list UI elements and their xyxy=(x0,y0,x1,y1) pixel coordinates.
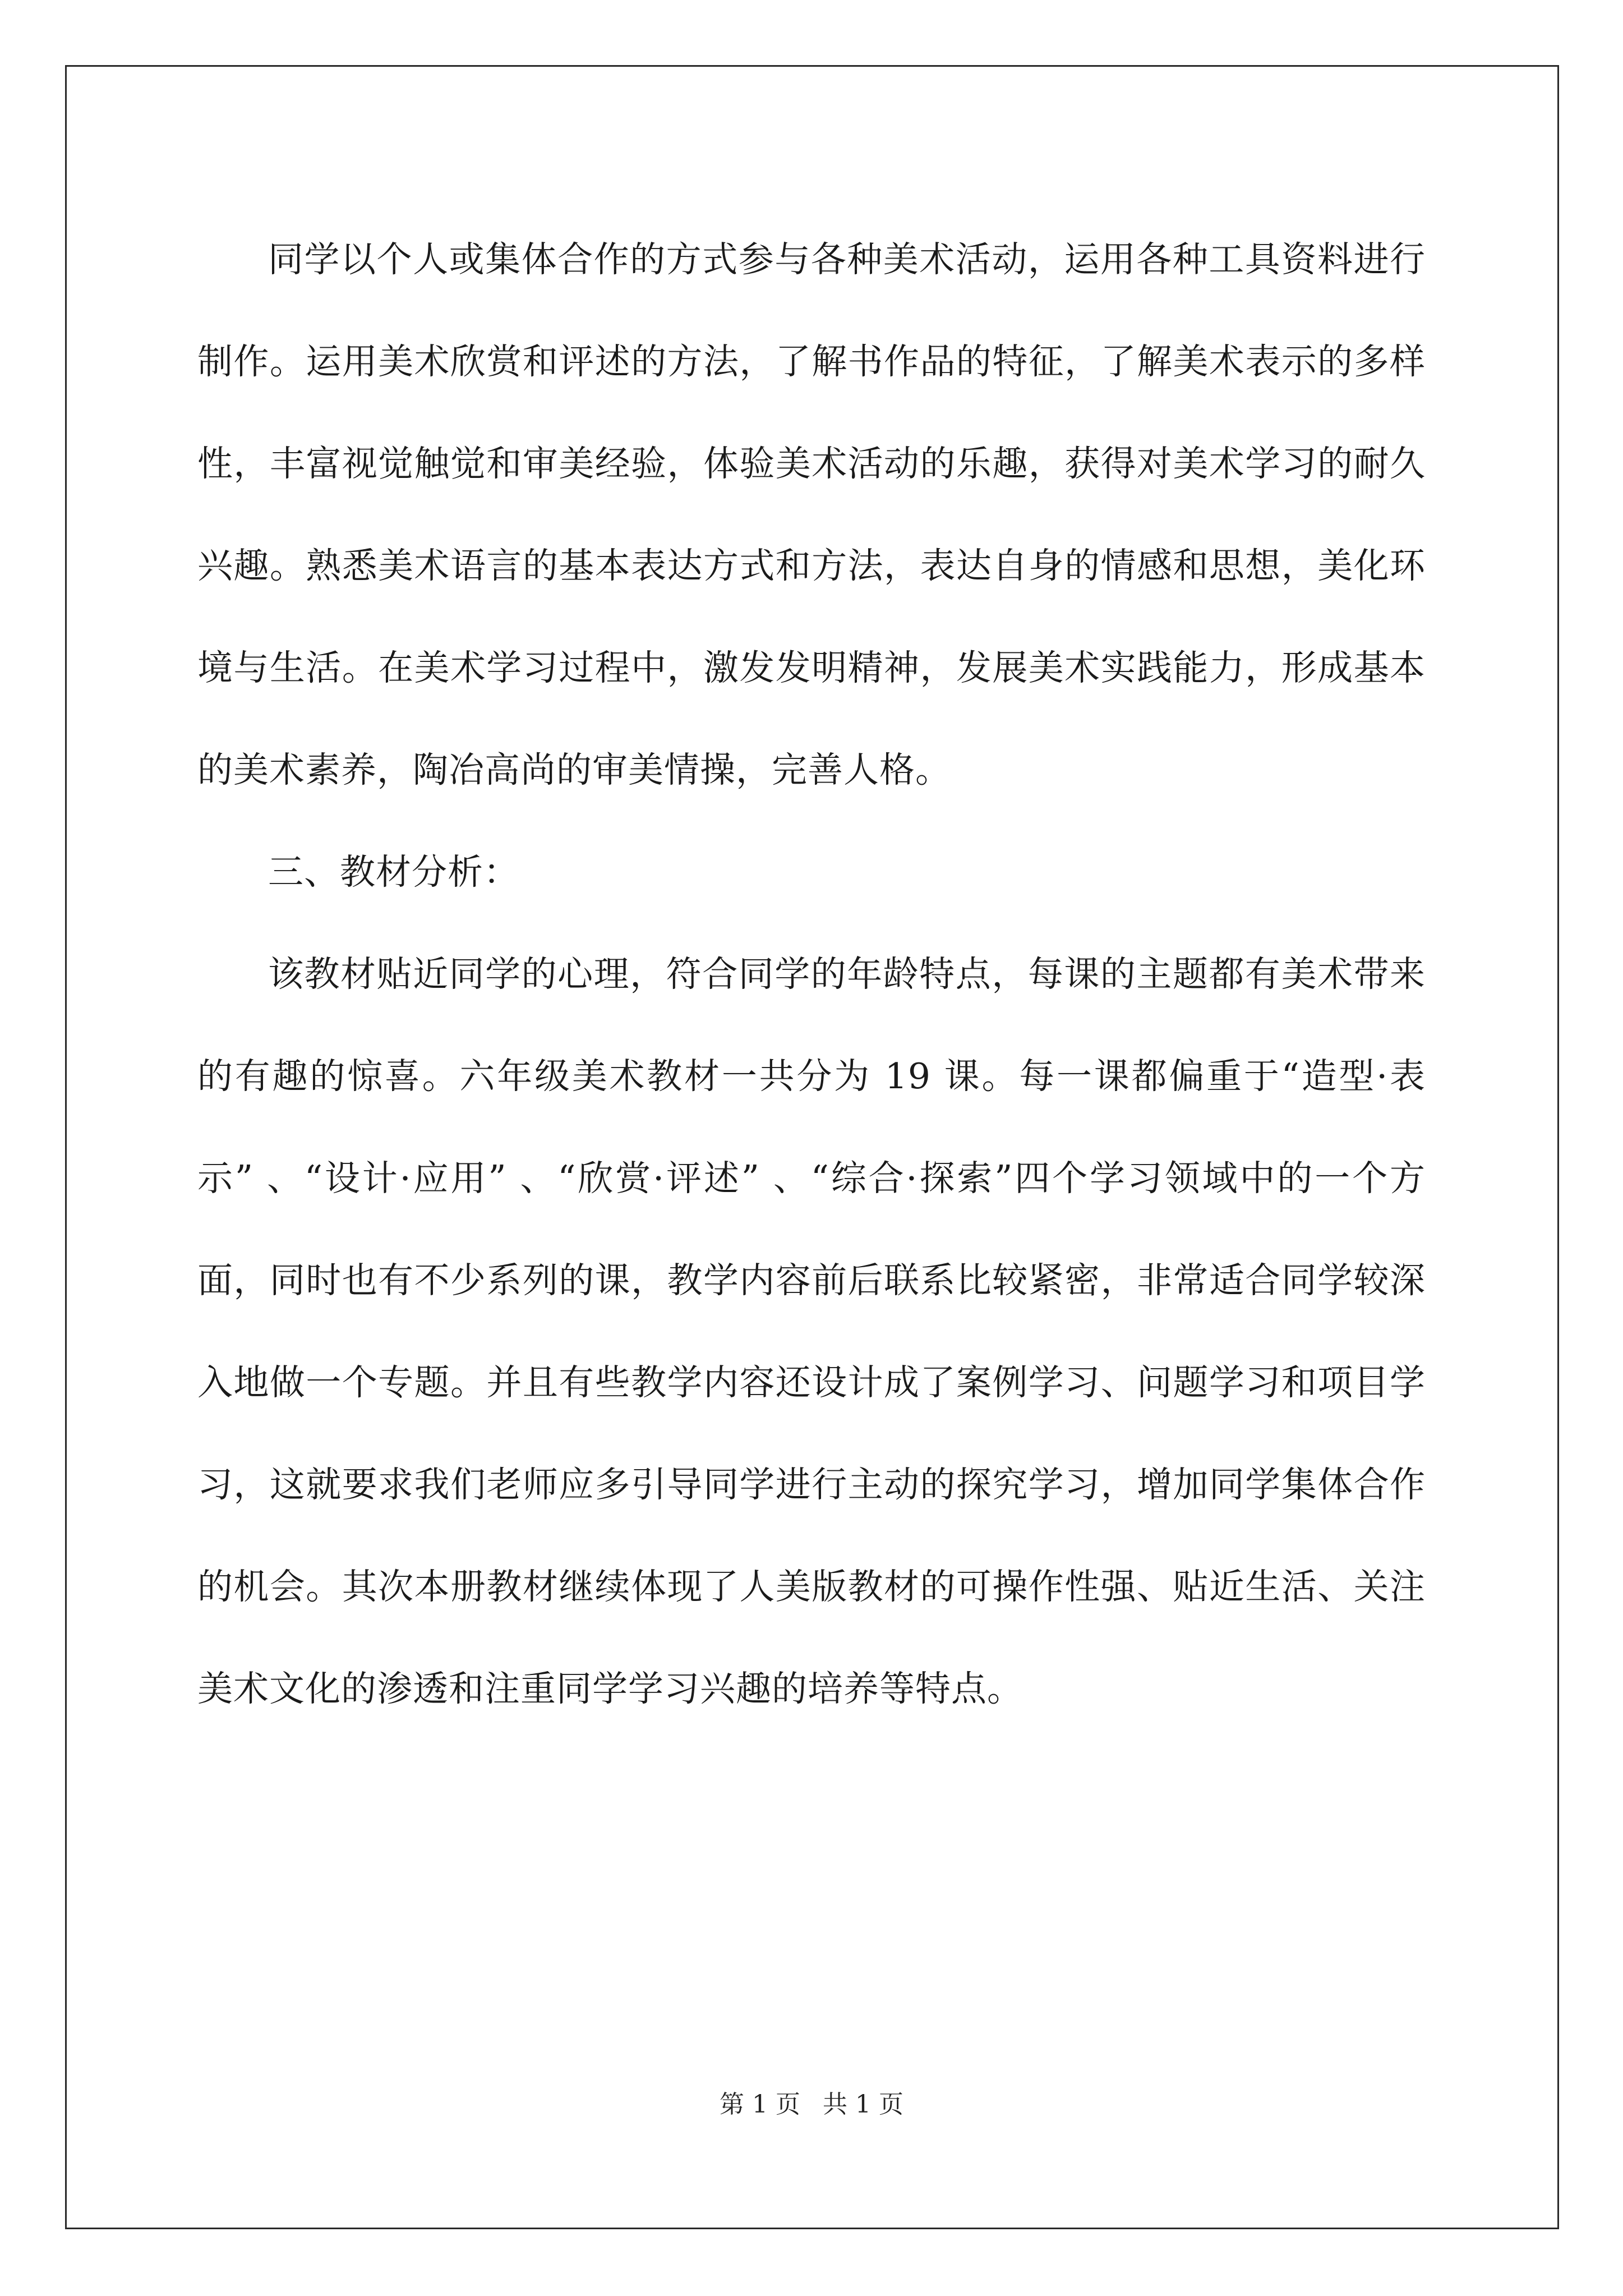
paragraph-textbook-analysis: 该教材贴近同学的心理，符合同学的年龄特点，每课的主题都有美术带来的有趣的惊喜。六年级美术教材一共分为 19 课。每一课都偏重于“造型·表示” 、“设计·应用” 、“欣赏·评述” 、“综合·探索”四个学习领域中的一个方面，同时也有不少系列的课，教学内容前后联系比较紧密，非常适合同学较深入地做一个专题。并且有些教学内容还设计成了案例学习、问题学习和项目学习，这就要求我们老师应多引导同学进行主动的探究学习，增加同学集体合作的机会。其次本册教材继续体现了人美版教材的可操作性强、贴近生活、关注美术文化的渗透和注重同学学习兴趣的培养等特点。 xyxy=(197,954,1426,1709)
page-footer xyxy=(0,2088,1623,2122)
page-number: 第 1 页 xyxy=(720,2090,800,2119)
document-body xyxy=(197,209,1426,1740)
section-heading-textbook-analysis: 三、教材分析： xyxy=(268,852,519,892)
total-pages: 共 1 页 xyxy=(823,2090,903,2119)
paragraph-objectives: 同学以个人或集体合作的方式参与各种美术活动，运用各种工具资料进行制作。运用美术欣赏和评述的方法，了解书作品的特征，了解美术表示的多样性，丰富视觉触觉和审美经验，体验美术活动的乐趣，获得对美术学习的耐久兴趣。熟悉美术语言的基本表达方式和方法，表达自身的情感和思想，美化环境与生活。在美术学习过程中，激发发明精神，发展美术实践能力，形成基本的美术素养，陶冶高尚的审美情操，完善人格。 xyxy=(197,239,1426,790)
